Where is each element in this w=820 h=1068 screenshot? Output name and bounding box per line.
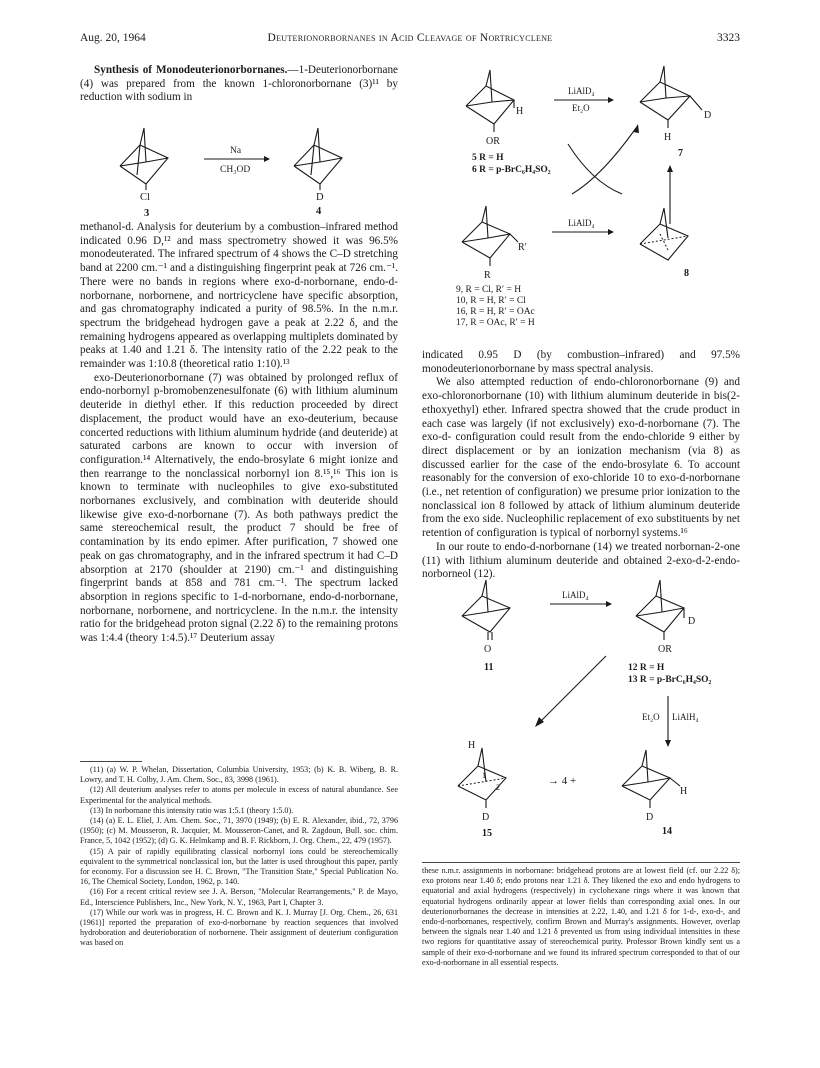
reagent-et2o-top: Et₂O [572, 103, 590, 113]
reagent-et2o-scheme3: Et₂O [642, 712, 660, 722]
curve-arrow-a [568, 144, 622, 194]
scheme-2-brosylate-reduction [422, 62, 740, 352]
reagent-lialdd4-middle: LiAlD₄ [568, 218, 595, 228]
arrow-head-4 [606, 601, 612, 607]
footnote-14: (14) (a) E. L. Eliel, J. Am. Chem. Soc., 71, 3970 (1949); (b) E. R. Alexander, ibid., 72, 3796 (1950); (c) M. Mousseron, R. Jacquier, M. Mousseron-Canet, and R. Zagdoun, Bull. soc. chim. France, 5, 1042 (1952); (d) G. K. Helmkamp and B. F. Rickborn, J. Org. Chem., 22, 479 (1957). [80, 816, 398, 846]
compound-number-4: 4 [316, 206, 322, 217]
compound-number-8: 8 [684, 268, 689, 279]
footnote-13: (13) In norbornane this intensity ratio was 1:5.1 (theory 1:5.0). [90, 805, 294, 815]
norborneol-12-structure [636, 580, 684, 640]
left-paragraph-1: —1-Deuterionorbornane (4) was prepared from the known 1-chloronorbornane (3)¹¹ by reduction with sodium in [80, 64, 398, 104]
arrow-head-6 [535, 717, 544, 727]
norbornane-3-structure [120, 128, 168, 190]
reagent-lialdd4-scheme3: LiAlD₄ [562, 590, 589, 600]
reaction-arrow-6 [540, 656, 606, 722]
d-label-12: D [688, 616, 696, 627]
or-label-5: OR [486, 136, 500, 147]
position-1-label: 1 [482, 771, 486, 780]
norbornane-14-structure [622, 750, 680, 808]
footnote-17-continued: these n.m.r. assignments in norbornane: bridgehead protons are at lowest field (cf. our 2.22 δ); exo protons near 1.40 δ; endo protons near 1.21 δ. They likened the exo and endo hydrogens to equatorial and axial hydrogens (respectively) in cyclohexane rings where it was known that equatorial hydrogens ordinarily appear at lower fields than corresponding axial ones. In our deuterionorbornanes the decrease in intensities at 2.22, 1.40, and 1.21 δ for 1-d-, exo-d-, and endo-d-norbornanes, respectively, confirm Brown and Murray's assignments. However, overlap between the signals near 1.40 and 1.21 δ prevented us from using individual intensities in these two regions for quantitative assay of stereochemical purity. Professor Brown kindly sent us a sample of their exo-d-norbornane and we found its infrared spectrum corresponded to that of our exo-d-norbornane in all essential respects. [422, 866, 740, 967]
footnote-rule-right [422, 862, 740, 863]
right-paragraph-2: We also attempted reduction of endo-chloronorbornane (9) and exo-chloronorbornane (10) with lithium aluminum deuteride in bis(2-ethoxyethyl) ether. Infrared spectra showed that the crude product in each case was largely (if not exclusively) exo-d-norbornane (7). The exo-d- configuration could result from the endo-chloride 9 either by direct displacement or by an ionization mechanism (via 8) as discussed earlier for the case of the endo-brosylate 6. To account reasonably for the conversion of exo-chloride 10 to exo-d-norbornane (i.e., net retention of configuration) we presume prior ionization to the nonclassical ion 8 followed by attack of lithium aluminum deuteride from the exo side. Nucleophilic replacement of exo substituents by net retention of configuration is typical of norbornyl systems.¹⁶ [422, 376, 740, 540]
left-main-text [80, 221, 398, 646]
norbornane-9-structure [462, 206, 518, 266]
d-label-14: D [646, 812, 654, 823]
right-paragraph-1: indicated 0.95 D (by combustion–infrared) and 97.5% monodeuterionorbornane by mass spectral analysis. [422, 349, 740, 375]
arrow-head-5 [665, 740, 671, 747]
deuterium-substituent: D [316, 192, 324, 203]
compound-list-16: 16, R = H, R′ = OAc [456, 307, 535, 317]
right-paragraph-3: In our route to endo-d-norbornane (14) we treated norbornan-2-one (11) with lithium aluminum deuteride and obtained 2-exo-d-2-endo-norborneol (12). [422, 540, 740, 581]
footnote-12: (12) All deuterium analyses refer to atoms per molecule in excess of natural abundance. See Experimental for the analytical methods. [80, 785, 398, 805]
running-header [80, 32, 740, 46]
compound-number-7: 7 [678, 148, 683, 159]
left-footnotes [80, 765, 398, 949]
compound-label-6: 6 R = p-BrC₆H₄SO₂ [472, 165, 551, 175]
scheme-1-chloride-reduction [80, 112, 398, 219]
nonclassical-ion-8-structure [640, 208, 688, 260]
reagent-lialdd4-top: LiAlD₄ [568, 86, 595, 96]
norbornane-5-structure [466, 70, 514, 132]
compound-label-5: 5 R = H [472, 153, 504, 163]
norbornane-4-structure [294, 128, 342, 190]
scheme-3-endo-d-route [422, 572, 740, 852]
header-title: Deuterionorbornanes in Acid Cleavage of Nortricyclene [267, 32, 553, 44]
section-heading: Synthesis of Monodeuterionorbornanes. [94, 64, 288, 76]
left-intro [80, 64, 398, 105]
r-prime-label: R′ [518, 242, 527, 253]
h-label-7: H [664, 132, 672, 143]
compound-label-13: 13 R = p-BrC₆H₄SO₂ [628, 675, 712, 685]
d-label-7: D [704, 110, 712, 121]
compound-list-9: 9, R = Cl, R′ = H [456, 285, 522, 295]
right-main-text [422, 349, 740, 582]
compound-number-11: 11 [484, 662, 494, 673]
reagent-ch3od: CH₃OD [220, 165, 251, 175]
footnote-15: (15) A pair of rapidly equilibrating classical norbornyl ions could be stereochemically equivalent to the symmetrical nonclassical ion, but the latter is used throughout this paper, partly for economy. For a discussion see H. C. Brown, "The Transition State," Special Publication No. 16, The Chemical Society, London, 1962, p. 140. [80, 846, 398, 887]
header-page-number: 3323 [717, 32, 740, 44]
footnote-16: (16) For a recent critical review see J. A. Berson, "Molecular Rearrangements," P. de Mayo, Ed., Interscience Publishers, Inc., New York, N. Y., 1963, Part I, Chapter 3. [80, 887, 398, 907]
h-label-5: H [516, 106, 524, 117]
compound-number-14: 14 [662, 826, 672, 837]
arrow-plus-4: → 4 + [548, 775, 577, 787]
arrow-8-to-7-head [667, 165, 673, 172]
compound-list-10: 10, R = H, R′ = Cl [456, 296, 526, 306]
norbornanone-11-structure [462, 580, 510, 640]
compound-label-12: 12 R = H [628, 663, 665, 673]
reagent-na: Na [230, 146, 242, 156]
arrow-head-2 [608, 97, 614, 103]
h-label-14: H [680, 786, 688, 797]
header-date: Aug. 20, 1964 [80, 32, 146, 44]
compound-number-3: 3 [144, 208, 150, 219]
right-footnote-continuation [422, 866, 740, 968]
footnote-rule-left [80, 761, 142, 762]
ketone-o-label: O [484, 644, 492, 655]
footnote-11: (11) (a) W. P. Whelan, Dissertation, Columbia University, 1953; (b) K. B. Wiberg, B. R. Lowry, and T. H. Colby, J. Am. Chem. Soc., 83, 3998 (1961). [80, 765, 398, 785]
arrow-head-1 [264, 156, 270, 162]
footnote-17: (17) While our work was in progress, H. C. Brown and K. J. Murray [J. Org. Chem., 26, 631 (1961)] reported the preparation of exo-d-norbornane by reaction sequences that involved hydroboration and deuterioboration of norbornene. Their assignment of deuterium configuration was based on [80, 907, 398, 948]
arrow-head-3 [608, 229, 614, 235]
curve-arrow-head [633, 124, 639, 133]
position-2-label: 2 [496, 783, 500, 792]
left-paragraph-3: exo-Deuterionorbornane (7) was obtained by prolonged reflux of endo-norbornyl p-bromobenzenesulfonate (6) with lithium aluminum deuteride in diethyl ether. If this reduction proceeded by direct displacement, the product would have an exo-deuterium, because concerted reductions with lithium aluminum hydride (and deuteride) at saturated carbons are known to occur with inversion of configuration.¹⁴ Alternatively, the endo-brosylate 6 might ionize and then rearrange to the nonclassical norbornyl ion 8.¹⁵,¹⁶ This ion is known to terminate with nucleophiles to give exo-substituted norbornanes exclusively, and combination with deuteride should likewise give exo-d-norbornane (7). As both pathways predict the same stereochemical result, the product 7 should be free of contamination by its endo epimer. After purification, 7 showed one peak on gas chromatography, and in the infrared spectrum it had C–D absorption at 2170 (shoulder at 2190) cm.⁻¹ and distinguishing fingerprint bands at 858 and 781 cm.⁻¹. The spectrum lacked absorption in regions specific to 1-d-norbornane, endo-d-norbornane, norbornane, norbornene, and nortricyclene. In the n.m.r. the intensity ratio for the bridgehead proton signal (2.22 δ) to the remaining protons was 1:4.4 (theory 1:4.5).¹⁷ Deuterium assay [80, 371, 398, 645]
d-label-15: D [482, 812, 490, 823]
r-label: R [484, 270, 491, 281]
chloro-substituent: Cl [140, 192, 150, 203]
norbornane-7-structure [640, 66, 702, 128]
compound-number-15: 15 [482, 828, 492, 839]
compound-list-17: 17, R = OAc, R′ = H [456, 318, 535, 328]
or-label-12: OR [658, 644, 672, 655]
left-paragraph-2: methanol-d. Analysis for deuterium by a combustion–infrared method indicated 0.96 D,¹² and mass spectrometry showed it was 96.5% monodeuterated. The infrared spectrum of 4 shows the C–D stretching band at 2200 cm.⁻¹ and a distinguishing fingerprint peak at 726 cm.⁻¹. There were no bands in regions where exo-d-norbornane, endo-d-norbornane, norbornene, and nortricyclene have specific absorption, and gas chromatography indicated a purity of 98.5%. In the n.m.r. spectrum the bridgehead hydrogen gave a peak at 2.22 δ, and the remaining hydrogens appeared as overlapping multiplets dominated by peaks at 1.40 and 1.21 δ. The intensity ratio of the 2.22 peak to the remainder was 1:10.8 (theoretical ratio 1:10).¹³ [80, 221, 398, 371]
reagent-lialh4-scheme3: LiAlH₄ [672, 712, 699, 722]
h-label-15: H [468, 740, 476, 751]
